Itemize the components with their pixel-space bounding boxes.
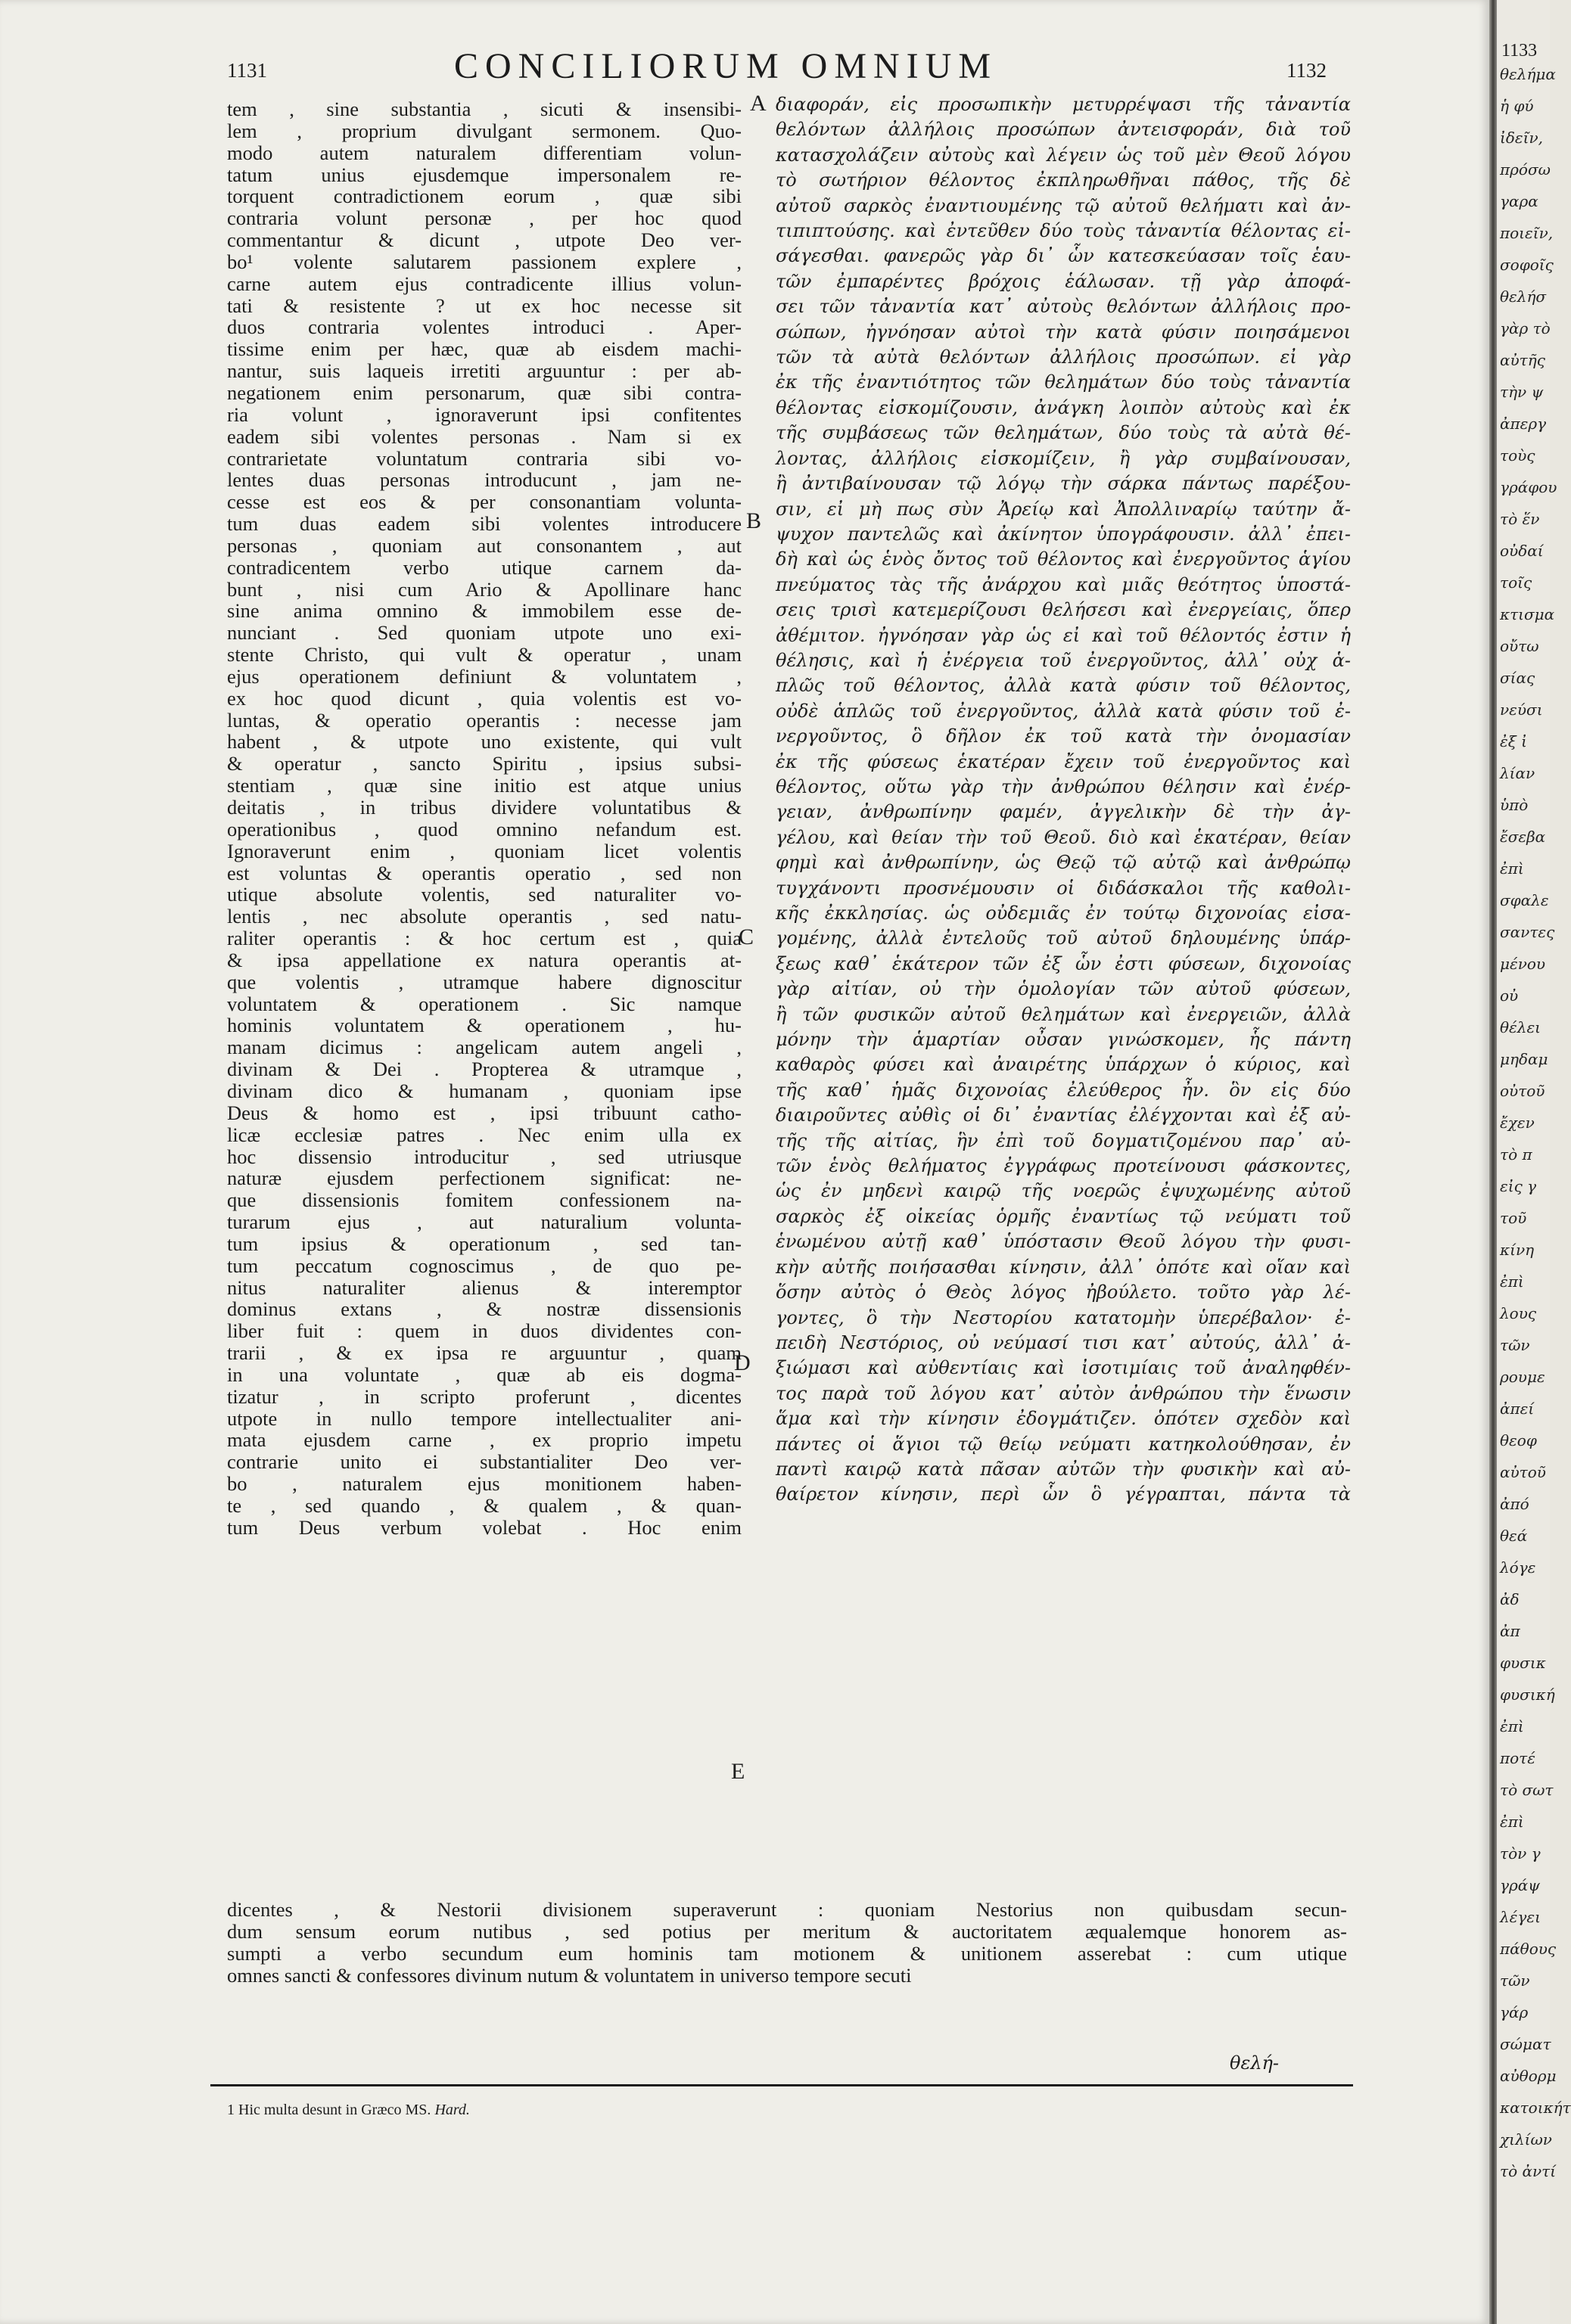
next-page-fragment: ὑπὸ	[1500, 796, 1529, 814]
latin-line: in una voluntate , quæ ab eis dogma-	[227, 1362, 742, 1386]
latin-line: negationem enim personarum, quæ sibi contra-	[227, 381, 742, 404]
latin-line: bo , naturalem ejus monitionem haben-	[227, 1472, 742, 1496]
greek-line: θέλησις, καὶ ἡ ἐνέργεια τοῦ ἐνεργοῦντος, ἀλλ᾽ οὐχ ἁ-	[776, 649, 1351, 671]
latin-line: sumpti a verbo secundum eum hominis tam motionem & unitionem asserebat : cum utique	[227, 1942, 1347, 1965]
next-page-fragment: χιλίων	[1500, 2130, 1552, 2148]
greek-line: σώπων, ἠγνόησαν αὐτοὶ τὴν κατὰ φύσιν ποιησάμενοι	[776, 321, 1351, 343]
next-page-fragment: φυσική	[1500, 1686, 1555, 1704]
next-page-fragment: τὸ ἀντί	[1500, 2162, 1557, 2180]
section-marker: C	[739, 924, 754, 949]
latin-line: dum sensum eorum nutibus , sed potius per meritum & auctoritatem æqualemque honorem as-	[227, 1920, 1347, 1943]
latin-line: divinam dico & humanam , quoniam ipse	[227, 1079, 742, 1102]
greek-line: ἢ ἀντιβαίνουσαν τῷ λόγῳ τὴν σάρκα πάντως παρέξου-	[776, 473, 1351, 495]
greek-line: κὴν αὐτῆς ποιήσασθαι κίνησιν, ἀλλ᾽ ὁπότε καὶ οἵαν καὶ	[776, 1256, 1351, 1278]
next-page-fragment: ποτέ	[1500, 1749, 1535, 1767]
next-page-fragment: ἐπὶ	[1500, 859, 1524, 878]
greek-line: διαιροῦντες αὐθὶς οἱ δι᾽ ἐναντίας ἐλέγχονται καὶ ἐξ αὐ-	[776, 1105, 1351, 1126]
latin-line: dominus extans , & nostræ dissensionis	[227, 1297, 742, 1321]
next-page-fragment: ἀπ	[1500, 1622, 1520, 1640]
greek-line: οὐδὲ ἁπλῶς τοῦ ἐνεργοῦντος, ἀλλὰ κατὰ φύσιν τοῦ ἐ-	[776, 700, 1351, 722]
next-page-fragment: οὐτοῦ	[1500, 1082, 1545, 1100]
greek-line: ἐκ τῆς ἐναντιότητος τῶν θελημάτων δύο τοὺς τἀναντία	[776, 371, 1351, 393]
latin-line: utique absolute volentis, sed naturaliter vo-	[227, 883, 742, 906]
latin-line: eadem sibi volentes personas . Nam si ex	[227, 424, 742, 448]
latin-line: naturæ ejusdem perfectionem significat: ne-	[227, 1167, 742, 1190]
latin-line: licæ ecclesiæ patres . Nec enim ulla ex	[227, 1123, 742, 1146]
greek-line: γειαν, ἀνθρωπίνην φαμέν, ἀγγελικὴν δὲ τὴν ἀγ-	[776, 801, 1351, 823]
book-gutter	[1489, 0, 1497, 2324]
next-page-fragment: ρουμε	[1500, 1368, 1545, 1386]
latin-line: te , sed quando , & qualem , & quan-	[227, 1494, 742, 1517]
next-page-fragment: κίνη	[1500, 1241, 1535, 1259]
section-marker: D	[734, 1350, 751, 1375]
next-page-fragment: αὐτῆς	[1500, 351, 1545, 369]
latin-line: que dissensionis fomitem confessionem na-	[227, 1188, 742, 1212]
next-page-fragment: ἀπεί	[1500, 1400, 1535, 1418]
section-marker: E	[731, 1759, 745, 1784]
next-page-fragment: ἀπό	[1500, 1495, 1529, 1513]
greek-line: δὴ καὶ ὡς ἑνὸς ὄντος τοῦ θέλοντος καὶ ἐνεργοῦντος ἁγίου	[776, 548, 1351, 570]
footnote-source: Hard.	[434, 2102, 470, 2118]
greek-line: ἢ τῶν φυσικῶν αὐτοῦ θελημάτων καὶ ἐνεργειῶν, ἀλλὰ	[776, 1003, 1351, 1025]
next-page-fragment: εἰς γ	[1500, 1177, 1537, 1195]
latin-line: stente Christo, qui vult & operatur , unam	[227, 643, 742, 666]
greek-line: ὡς ἐν μηδενὶ καιρῷ τῆς νοερῶς ἐψυχωμένης αὐτοῦ	[776, 1180, 1351, 1202]
greek-line: ξεως καθ᾽ ἑκάτερον τῶν ἐξ ὧν ἐστι φύσεων, διχονοίας	[776, 952, 1351, 974]
greek-line: πάντες οἱ ἅγιοι τῷ θείῳ νεύματι κατηκολούθησαν, ἐν	[776, 1433, 1351, 1455]
latin-line: luntas, & operatio operantis : necesse jam	[227, 708, 742, 732]
next-page-fragment: θελήμα	[1500, 65, 1556, 83]
next-page-fragment: λίαν	[1500, 764, 1535, 782]
greek-line: γέλου, καὶ θείαν τὴν τοῦ Θεοῦ. διὸ καὶ ἑκατέραν, θείαν	[776, 826, 1351, 848]
next-page-fragment: ἐπὶ	[1500, 1813, 1524, 1831]
latin-line: commentantur & dicunt , utpote Deo ver-	[227, 228, 742, 252]
next-page-fragment: ἐξ ἰ	[1500, 732, 1527, 750]
next-page-fragment: τοὺς	[1500, 446, 1535, 464]
latin-line: tem , sine substantia , sicuti & insensibi-	[227, 98, 742, 120]
running-title: CONCILIORUM OMNIUM	[454, 46, 998, 86]
latin-line: tum peccatum cognoscimus , de quo pe-	[227, 1254, 742, 1277]
latin-line: ria volunt , ignoraverunt ipsi confitentes	[227, 402, 742, 426]
latin-line: contrarie unito ei substantialiter Deo ver-	[227, 1450, 742, 1474]
section-marker: B	[746, 508, 762, 533]
greek-line: κατασχολάζειν αὐτοὺς καὶ λέγειν ὡς τοῦ μὲν Θεοῦ λόγου	[776, 144, 1351, 166]
next-page-fragment: λους	[1500, 1304, 1537, 1322]
greek-line: τὸ σωτήριον θέλοντος ἐκπληρωθῆναι πάθος, τῆς δὲ	[776, 169, 1351, 191]
greek-line: σιν, εἰ μὴ πως σὺν Ἀρείῳ καὶ Ἀπολλιναρίῳ ταύτην ἄ-	[776, 498, 1351, 520]
next-page-edge	[1497, 0, 1571, 2324]
next-page-fragment: πάθους	[1500, 1940, 1557, 1958]
next-page-fragment: θεά	[1500, 1527, 1528, 1545]
next-page-fragment: ἐπὶ	[1500, 1272, 1524, 1291]
footnote	[227, 2102, 470, 2119]
next-page-fragment: σοφοῖς	[1500, 256, 1554, 274]
latin-line: contradicentem verbo utique carnem da-	[227, 555, 742, 579]
greek-line: πειδὴ Νεστόριος, οὐ νεύμασί τισι κατ᾽ αὐτούς, ἀλλ᾽ ἀ-	[776, 1331, 1351, 1353]
greek-line: τῶν ἑνὸς θελήματος ἐγγράφως προτείνουσι φάσκοντες,	[776, 1155, 1351, 1177]
next-page-fragment: τὸ ἕν	[1500, 510, 1540, 528]
latin-line: duos contraria volentes introduci . Aper-	[227, 315, 742, 339]
next-page-fragment: κτισμα	[1500, 605, 1555, 623]
next-page-fragment: τὴν ψ	[1500, 383, 1544, 401]
greek-line: κῆς ἐκκλησίας. ὡς οὐδεμιᾶς ἐν τούτῳ διχονοίας εἰσα-	[776, 903, 1351, 924]
next-page-fragment: οὔτω	[1500, 637, 1539, 655]
next-page-fragment: γαρα	[1500, 192, 1538, 210]
latin-line: hominis voluntatem & operationem , hu-	[227, 1014, 742, 1037]
next-page-fragment: σώματ	[1500, 2035, 1551, 2053]
next-page-fragment: κατοικήτ	[1500, 2099, 1571, 2117]
latin-line: dicentes , & Nestorii divisionem superaverunt : quoniam Nestorius non quibusdam secun-	[227, 1898, 1347, 1921]
next-page-fragment: ἰδεῖν,	[1500, 129, 1543, 147]
page-number-left: 1131	[227, 59, 267, 82]
latin-line: ejus operationem definiunt & voluntatem ,	[227, 664, 742, 688]
next-page-fragment: σφαλε	[1500, 891, 1549, 909]
latin-line: tum ipsius & operationum , sed tan-	[227, 1232, 742, 1255]
next-page-fragment: θέλει	[1500, 1018, 1541, 1036]
next-page-fragment: ἡ φύ	[1500, 97, 1534, 115]
next-page-fragment: αὐθορμ	[1500, 2067, 1557, 2085]
latin-line: turarum ejus , aut naturalium volunta-	[227, 1210, 742, 1234]
greek-line: ξιώμασι καὶ αὐθεντίαις καὶ ἰσοτιμίαις τοῦ ἀναληφθέν-	[776, 1357, 1351, 1379]
next-page-fragment: τοῦ	[1500, 1209, 1527, 1227]
next-page-fragment: ἀπεργ	[1500, 415, 1547, 433]
greek-line: ἀθέμιτον. ἠγνόησαν γὰρ ὡς εἰ καὶ τοῦ θέλοντός ἐστιν ἡ	[776, 624, 1351, 646]
latin-line: que volentis , utramque habere dignoscitur	[227, 970, 742, 993]
greek-line: σει τῶν τἀναντία κατ᾽ αὐτοὺς θελόντων ἀλλήλοις προ-	[776, 296, 1351, 318]
latin-line: & ipsa appellatione ex natura operantis at-	[227, 948, 742, 971]
greek-line: γὰρ αἰτίαν, οὐ τὴν ὁμολογίαν τῶν αὐτοῦ φύσεων,	[776, 978, 1351, 1000]
next-page-fragment: γάρ	[1500, 2003, 1529, 2021]
greek-line: φημὶ καὶ ἀνθρωπίνην, ὡς Θεῷ τῷ αὐτῷ καὶ ἀνθρώπῳ	[776, 852, 1351, 874]
latin-line: tum Deus verbum volebat . Hoc enim	[227, 1515, 742, 1539]
next-page-fragment: γράφου	[1500, 478, 1557, 496]
next-page-fragment: τὸν γ	[1500, 1844, 1541, 1863]
section-marker: A	[750, 91, 767, 116]
greek-line: τῆς καθ᾽ ἡμᾶς διχονοίας ἐλεύθερος ἦν. ὃν εἰς δύο	[776, 1079, 1351, 1101]
latin-line: tati & resistente ? ut ex hoc necesse sit	[227, 294, 742, 317]
next-page-fragment: σίας	[1500, 669, 1535, 687]
next-page-fragment: γὰρ τὸ	[1500, 319, 1551, 337]
latin-line: nitus naturaliter alienus & interemptor	[227, 1275, 742, 1299]
latin-line: Deus & homo est , ipsi tribuunt catho-	[227, 1101, 742, 1124]
latin-line: nunciant . Sed quoniam utpote uno exi-	[227, 621, 742, 645]
latin-line: nantur, suis laqueis irretiti arguuntur : per ab-	[227, 359, 742, 383]
next-page-fragment: τοῖς	[1500, 573, 1532, 592]
page-header	[0, 45, 1489, 86]
latin-line: personas , quoniam aut consonantem , aut	[227, 533, 742, 557]
greek-line: σεις τρισὶ κατεμερίζουσι θελήσεσι καὶ ἐνεργείαις, ὅπερ	[776, 599, 1351, 621]
next-page-fragment: σαντες	[1500, 923, 1555, 941]
next-page-fragment: θελήσ	[1500, 287, 1547, 306]
latin-line: tizatur , in scripto proferunt , dicentes	[227, 1384, 742, 1408]
latin-line: mata ejusdem carne , ex proprio impetu	[227, 1428, 742, 1452]
latin-line: ex hoc quod dicunt , quia volentis est vo-	[227, 686, 742, 710]
greek-line: τιπιπτούσης. καὶ ἐντεῦθεν δύο τοὺς τἀναντία θέλοντας εἰ-	[776, 220, 1351, 242]
latin-line: omnes sancti & confessores divinum nutum & voluntatem in universo tempore secuti	[227, 1964, 912, 1987]
next-page-fragment: λόγε	[1500, 1558, 1536, 1577]
next-page-fragment: θεοφ	[1500, 1431, 1537, 1449]
greek-line: διαφοράν, εἰς προσωπικὴν μετυρρέψασι τῆς τἀναντία	[776, 94, 1351, 115]
next-page-fragment: αὐτοῦ	[1500, 1463, 1546, 1481]
footnote-number: 1	[227, 2102, 235, 2118]
next-page-fragment: τὸ π	[1500, 1145, 1532, 1164]
latin-line: bunt , nisi cum Ario & Apollinare hanc	[227, 577, 742, 601]
greek-line: ἐκ τῆς φύσεως ἑκατέραν ἔχειν τοῦ ἐνεργοῦντος καὶ	[776, 750, 1351, 772]
next-page-fragment: τῶν	[1500, 1971, 1530, 1990]
latin-line: lentes duas personas introducunt , jam ne-	[227, 468, 742, 492]
latin-line: bo¹ volente salutarem passionem explere ,	[227, 250, 742, 273]
next-page-fragment: ἀδ	[1500, 1590, 1520, 1608]
latin-line: trarii , & ex ipsa re arguuntur , quam	[227, 1341, 742, 1365]
latin-line: tum duas eadem sibi volentes introducere	[227, 512, 742, 536]
footnote-text: Hic multa desunt in Græco MS.	[238, 2102, 431, 2118]
latin-full-width-lines	[227, 1899, 1347, 1987]
latin-line: utpote in nullo tempore intellectualiter ani-	[227, 1406, 742, 1430]
latin-line: Ignoraverunt enim , quoniam licet volentis	[227, 839, 742, 862]
latin-line: cesse est eos & per consonantiam volunta-	[227, 490, 742, 514]
latin-line: voluntatem & operationem . Sic namque	[227, 992, 742, 1015]
latin-line: & operatur , sancto Spiritu , ipsius subsi-	[227, 752, 742, 775]
greek-line: γομένης, ἀλλὰ ἐντελοῦς τοῦ αὐτοῦ δηλουμένης ὑπάρ-	[776, 927, 1351, 949]
latin-line: habent , & utpote uno existente, qui vult	[227, 730, 742, 753]
greek-line: σάγεσθαι. φανερῶς γὰρ δι᾽ ὧν κατεσκεύασαν τοῖς ἑαυ-	[776, 245, 1351, 267]
latin-column	[227, 98, 742, 1539]
next-page-fragment: ἔχεν	[1500, 1114, 1535, 1132]
greek-line: γοντες, ὃ τὴν Νεστορίου κατατομὴν ὑπερέβαλον· ἐ-	[776, 1306, 1351, 1328]
latin-line: modo autem naturalem differentiam volun-	[227, 141, 742, 164]
next-page-fragment: νεύσι	[1500, 701, 1543, 719]
greek-line: παντὶ καιρῷ κατὰ πᾶσαν αὐτῶν τὴν φυσικὴν καὶ αὐ-	[776, 1458, 1351, 1480]
greek-column	[776, 92, 1351, 1508]
latin-line: raliter operantis : & hoc certum est , quia	[227, 927, 742, 950]
greek-line: αὐτοῦ σαρκὸς ἐναντιουμένης τῷ αὐτοῦ θελήματι καὶ ἀν-	[776, 194, 1351, 216]
footnote-rule	[210, 2084, 1353, 2086]
latin-line: tissime enim per hæc, quæ ab eisdem machi-	[227, 337, 742, 361]
latin-line: hoc dissensio introducitur , sed utriusque	[227, 1145, 742, 1168]
greek-line: τῶν τὰ αὐτὰ θελόντων ἀλλήλοις προσώπων. εἰ γὰρ	[776, 346, 1351, 368]
next-page-fragment: ἐπὶ	[1500, 1717, 1524, 1735]
greek-line: ψυχον παντελῶς καὶ ἀκίνητον ὑπογράφουσιν. ἀλλ᾽ ἐπει-	[776, 523, 1351, 545]
latin-line: operationibus , quod omnino nefandum est.	[227, 817, 742, 840]
greek-line: πλῶς τοῦ θέλοντος, ἀλλὰ κατὰ φύσιν τοῦ θέλοντος,	[776, 675, 1351, 697]
greek-line: τος παρὰ τοῦ λόγου κατ᾽ αὐτὸν ἀνθρώπου τὴν ἕνωσιν	[776, 1382, 1351, 1404]
latin-line: liber fuit : quem in duos dividentes con-	[227, 1319, 742, 1343]
latin-line: divinam & Dei . Propterea & utramque ,	[227, 1058, 742, 1081]
latin-line: tatum unius ejusdemque impersonalem re-	[227, 163, 742, 186]
greek-line: πνεύματος τὰς τῆς ἀνάρχου καὶ μιᾶς θεότητος ὑποστά-	[776, 573, 1351, 595]
latin-line: deitatis , in tribus dividere voluntatibus &	[227, 796, 742, 819]
greek-line: τῶν ἐμπαρέντες βρόχοις ἑάλωσαν. τῇ γὰρ ἀποφά-	[776, 270, 1351, 292]
page-number-right: 1132	[1286, 59, 1327, 82]
next-page-fragment: γράψ	[1500, 1876, 1540, 1894]
next-page-fragment: τῶν	[1500, 1336, 1530, 1354]
greek-line: θαίρετον κίνησιν, περὶ ὧν ὃ γέγραπται, πάντα τὰ	[776, 1484, 1351, 1505]
latin-line: contrarietate voluntatum contraria sibi vo-	[227, 446, 742, 470]
next-page-fragment: πρόσω	[1500, 160, 1551, 179]
latin-line: stentiam , quæ sine initio est atque unius	[227, 774, 742, 797]
next-page-fragment: λέγει	[1500, 1908, 1541, 1926]
next-page-fragment: φυσικ	[1500, 1654, 1546, 1672]
next-page-fragment: μηδαμ	[1500, 1050, 1548, 1068]
next-page-fragment: οὐ	[1500, 986, 1519, 1005]
next-page-fragment: μένου	[1500, 955, 1546, 973]
greek-line: ἑνωμένου αὐτῇ καθ᾽ ὑπόστασιν Θεοῦ λόγου τὴν φυσι-	[776, 1231, 1351, 1253]
latin-line: carne autem ejus contradicente illius volun-	[227, 272, 742, 295]
greek-line: θελόντων ἀλλήλοις προσώπων ἀντεισφοράν, διὰ τοῦ	[776, 119, 1351, 141]
greek-line: τυγχάνοντι προσνέμουσιν οἱ διδάσκαλοι τῆς καθολι-	[776, 877, 1351, 899]
greek-line: τῆς συμβάσεως τῶν θελημάτων, δύο τοὺς τὰ αὐτὰ θέ-	[776, 422, 1351, 444]
latin-line: torquent contradictionem eorum , quæ sibi	[227, 185, 742, 208]
latin-line: lem , proprium divulgant sermonem. Quo-	[227, 119, 742, 142]
greek-line: ὅσην αὐτὸς ὁ Θεὸς λόγος ἠβούλετο. τοῦτο γὰρ λέ-	[776, 1282, 1351, 1303]
next-page-number: 1133	[1501, 41, 1538, 61]
latin-line: contraria volunt personæ , per hoc quod	[227, 207, 742, 230]
latin-line: sine anima omnino & immobilem esse de-	[227, 599, 742, 623]
next-page-fragment: οὐδαί	[1500, 542, 1544, 560]
greek-line: καθαρὸς φύσει καὶ ἀναιρέτης ὑπάρχων ὁ κύριος, καὶ	[776, 1054, 1351, 1076]
greek-line: ἅμα καὶ τὴν κίνησιν ἐδογμάτιζεν. ὁπότεν σχεδὸν καὶ	[776, 1408, 1351, 1430]
greek-line: τῆς τῆς αἰτίας, ἣν ἐπὶ τοῦ δογματιζομένου παρ᾽ αὐ-	[776, 1129, 1351, 1151]
greek-line: νεργοῦντος, ὃ δῆλον ἐκ τοῦ κατὰ τὴν ὀνομασίαν	[776, 725, 1351, 747]
greek-line: σαρκὸς ἐξ οἰκείας ὁρμῆς ἐναντίως τῷ νεύματι τοῦ	[776, 1205, 1351, 1227]
greek-line: λοντας, ἀλλήλοις εἰσκομίζειν, ἢ γὰρ συμβαίνουσαν,	[776, 447, 1351, 469]
greek-line: θέλοντας εἰσκομίζουσιν, ἀνάγκη λοιπὸν αὐτοὺς καὶ ἐκ	[776, 396, 1351, 418]
next-page-fragment: ἔσεβα	[1500, 828, 1546, 846]
greek-line: θέλοντος, οὕτω γὰρ τὴν ἀνθρώπου θέλησιν καὶ ἐνέρ-	[776, 775, 1351, 797]
latin-line: est voluntas & operantis operatio , sed non	[227, 861, 742, 884]
latin-line: lentis , nec absolute operantis , sed natu-	[227, 905, 742, 928]
greek-line: μόνην τὴν ἁμαρτίαν οὖσαν γινώσκομεν, ἧς πάντη	[776, 1029, 1351, 1051]
latin-line: manam dicimus : angelicam autem angeli ,	[227, 1036, 742, 1059]
greek-catchword: θελή-	[1230, 2052, 1280, 2074]
next-page-fragment: ποιεῖν,	[1500, 224, 1554, 242]
next-page-fragment: τὸ σωτ	[1500, 1781, 1554, 1799]
